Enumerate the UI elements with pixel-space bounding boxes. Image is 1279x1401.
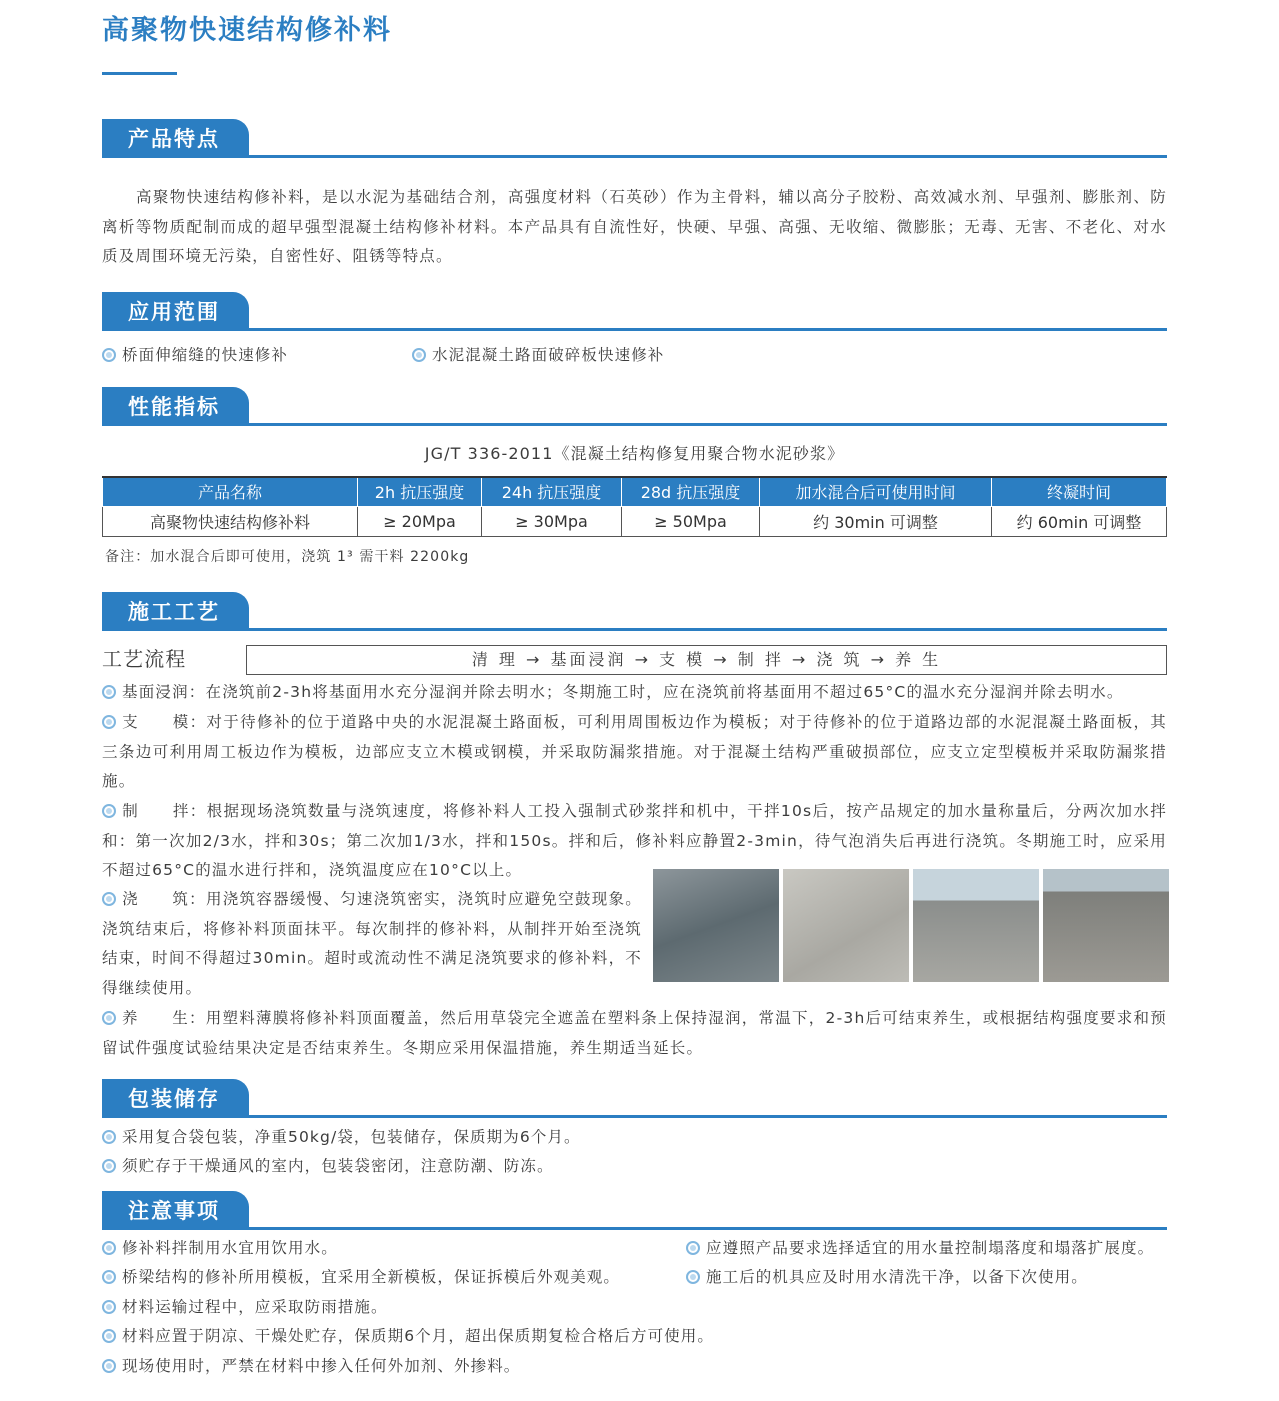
step-item: 养 生：用塑料薄膜将修补料顶面覆盖，然后用草袋完全遮盖在塑料条上保持湿润，常温下，2-3h后可结束养生，或根据结构强度要求和预留试件强度试验结果决定是否结束养生。冬期应采用保温措施，养生期适当延长。 [102, 1009, 1167, 1057]
circle-bullet-icon [102, 892, 116, 906]
title-underline [102, 72, 177, 75]
step-item: 支 模：对于待修补的位于道路中央的水泥混凝土路面板，可利用周围板边作为模板；对于待修补的位于道路边部的水泥混凝土路面板，其三条边可利用周工板边作为模板，边部应支立木模或钢模，并采取防漏浆措施。对于混凝土结构严重破损部位，应支立定型模板并采取防漏浆措施。 [102, 713, 1167, 790]
photo-cracked-pavement [653, 869, 779, 982]
circle-bullet-icon [102, 1329, 116, 1343]
section-header-performance: 性能指标 [102, 388, 1167, 426]
note-item: 桥梁结构的修补所用模板，宜采用全新模板，保证拆模后外观美观。 [102, 1263, 620, 1293]
packaging-item: 采用复合袋包装，净重50kg/袋，包装储存，保质期为6个月。 [102, 1123, 581, 1153]
note-item: 材料应置于阴凉、干燥处贮存，保质期6个月，超出保质期复检合格后方可使用。 [102, 1322, 714, 1352]
note-item: 应遵照产品要求选择适宜的用水量控制塌落度和塌落扩展度。 [686, 1234, 1154, 1264]
note-item: 施工后的机具应及时用水清洗干净，以备下次使用。 [686, 1263, 1088, 1293]
table-note: 备注：加水混合后即可使用，浇筑 1³ 需干料 2200kg [105, 549, 470, 565]
page-title: 高聚物快速结构修补料 [102, 15, 392, 46]
section-header-packaging: 包装储存 [102, 1080, 1167, 1118]
packaging-item: 须贮存于干燥通风的室内，包装袋密闭，注意防潮、防冻。 [102, 1152, 554, 1182]
photo-workers-repair [913, 869, 1039, 982]
standard-caption: JG/T 336-2011《混凝土结构修复用聚合物水泥砂浆》 [424, 444, 845, 463]
circle-bullet-icon [102, 1159, 116, 1173]
scope-item: 桥面伸缩缝的快速修补 [102, 341, 288, 371]
photo-workers-pouring [1043, 869, 1169, 982]
circle-bullet-icon [686, 1241, 700, 1255]
step-item: 浇 筑：用浇筑容器缓慢、匀速浇筑密实，浇筑时应避免空鼓现象。浇筑结束后，将修补料顶面抹平。每次制拌的修补料，从制拌开始至浇筑结束，时间不得超过30min。超时或流动性不满足浇筑要求的修补料，不得继续使用。 [102, 890, 642, 997]
scope-item: 水泥混凝土路面破碎板快速修补 [412, 341, 664, 371]
circle-bullet-icon [102, 804, 116, 818]
section-header-features: 产品特点 [102, 120, 1167, 158]
flow-label: 工艺流程 [102, 647, 187, 671]
photo-concrete-surface [783, 869, 909, 982]
circle-bullet-icon [412, 348, 426, 362]
features-paragraph: 高聚物快速结构修补料，是以水泥为基础结合剂，高强度材料（石英砂）作为主骨料，辅以高分子胶粉、高效减水剂、早强剂、膨胀剂、防离析等物质配制而成的超早强型混凝土结构修补材料。本产品具有自流性好，快硬、早强、高强、无收缩、微膨胀；无毒、无害、不老化、对水质及周围环境无污染，自密性好、阻锈等特点。 [102, 188, 1167, 265]
note-item: 修补料拌制用水宜用饮用水。 [102, 1234, 338, 1264]
section-header-construction: 施工工艺 [102, 593, 1167, 631]
circle-bullet-icon [102, 348, 116, 362]
performance-table [102, 476, 1167, 537]
circle-bullet-icon [686, 1270, 700, 1284]
step-item: 制 拌：根据现场浇筑数量与浇筑速度，将修补料人工投入强制式砂浆拌和机中，干拌10s后，按产品规定的加水量称量后，分两次加水拌和：第一次加2/3水，拌和30s；第二次加1/3水，拌和150s。拌和后，修补料应静置2-3min，待气泡消失后再进行浇筑。冬期施工时，应采用不超过65°C的温水进行拌和，浇筑温度应在10°C以上。 [102, 802, 1167, 879]
circle-bullet-icon [102, 1130, 116, 1144]
circle-bullet-icon [102, 1241, 116, 1255]
section-header-scope: 应用范围 [102, 293, 1167, 331]
circle-bullet-icon [102, 1011, 116, 1025]
circle-bullet-icon [102, 1359, 116, 1373]
section-header-notes: 注意事项 [102, 1192, 1167, 1230]
note-item: 材料运输过程中，应采取防雨措施。 [102, 1293, 388, 1323]
circle-bullet-icon [102, 715, 116, 729]
table-header-row: 产品名称 2h 抗压强度 24h 抗压强度 28d 抗压强度 加水混合后可使用时间 终凝时间 [103, 477, 1167, 506]
step-item: 基面浸润：在浇筑前2-3h将基面用水充分湿润并除去明水；冬期施工时，应在浇筑前将基面用不超过65°C的温水充分湿润并除去明水。 [102, 678, 1167, 708]
circle-bullet-icon [102, 685, 116, 699]
process-flow: 清 理 → 基面浸润 → 支 模 → 制 拌 → 浇 筑 → 养 生 [246, 645, 1167, 675]
circle-bullet-icon [102, 1270, 116, 1284]
construction-photos [653, 869, 1169, 982]
note-item: 现场使用时，严禁在材料中掺入任何外加剂、外掺料。 [102, 1352, 520, 1382]
table-row: 高聚物快速结构修补料 ≥ 20Mpa ≥ 30Mpa ≥ 50Mpa 约 30min 可调整 约 60min 可调整 [103, 506, 1167, 536]
circle-bullet-icon [102, 1300, 116, 1314]
